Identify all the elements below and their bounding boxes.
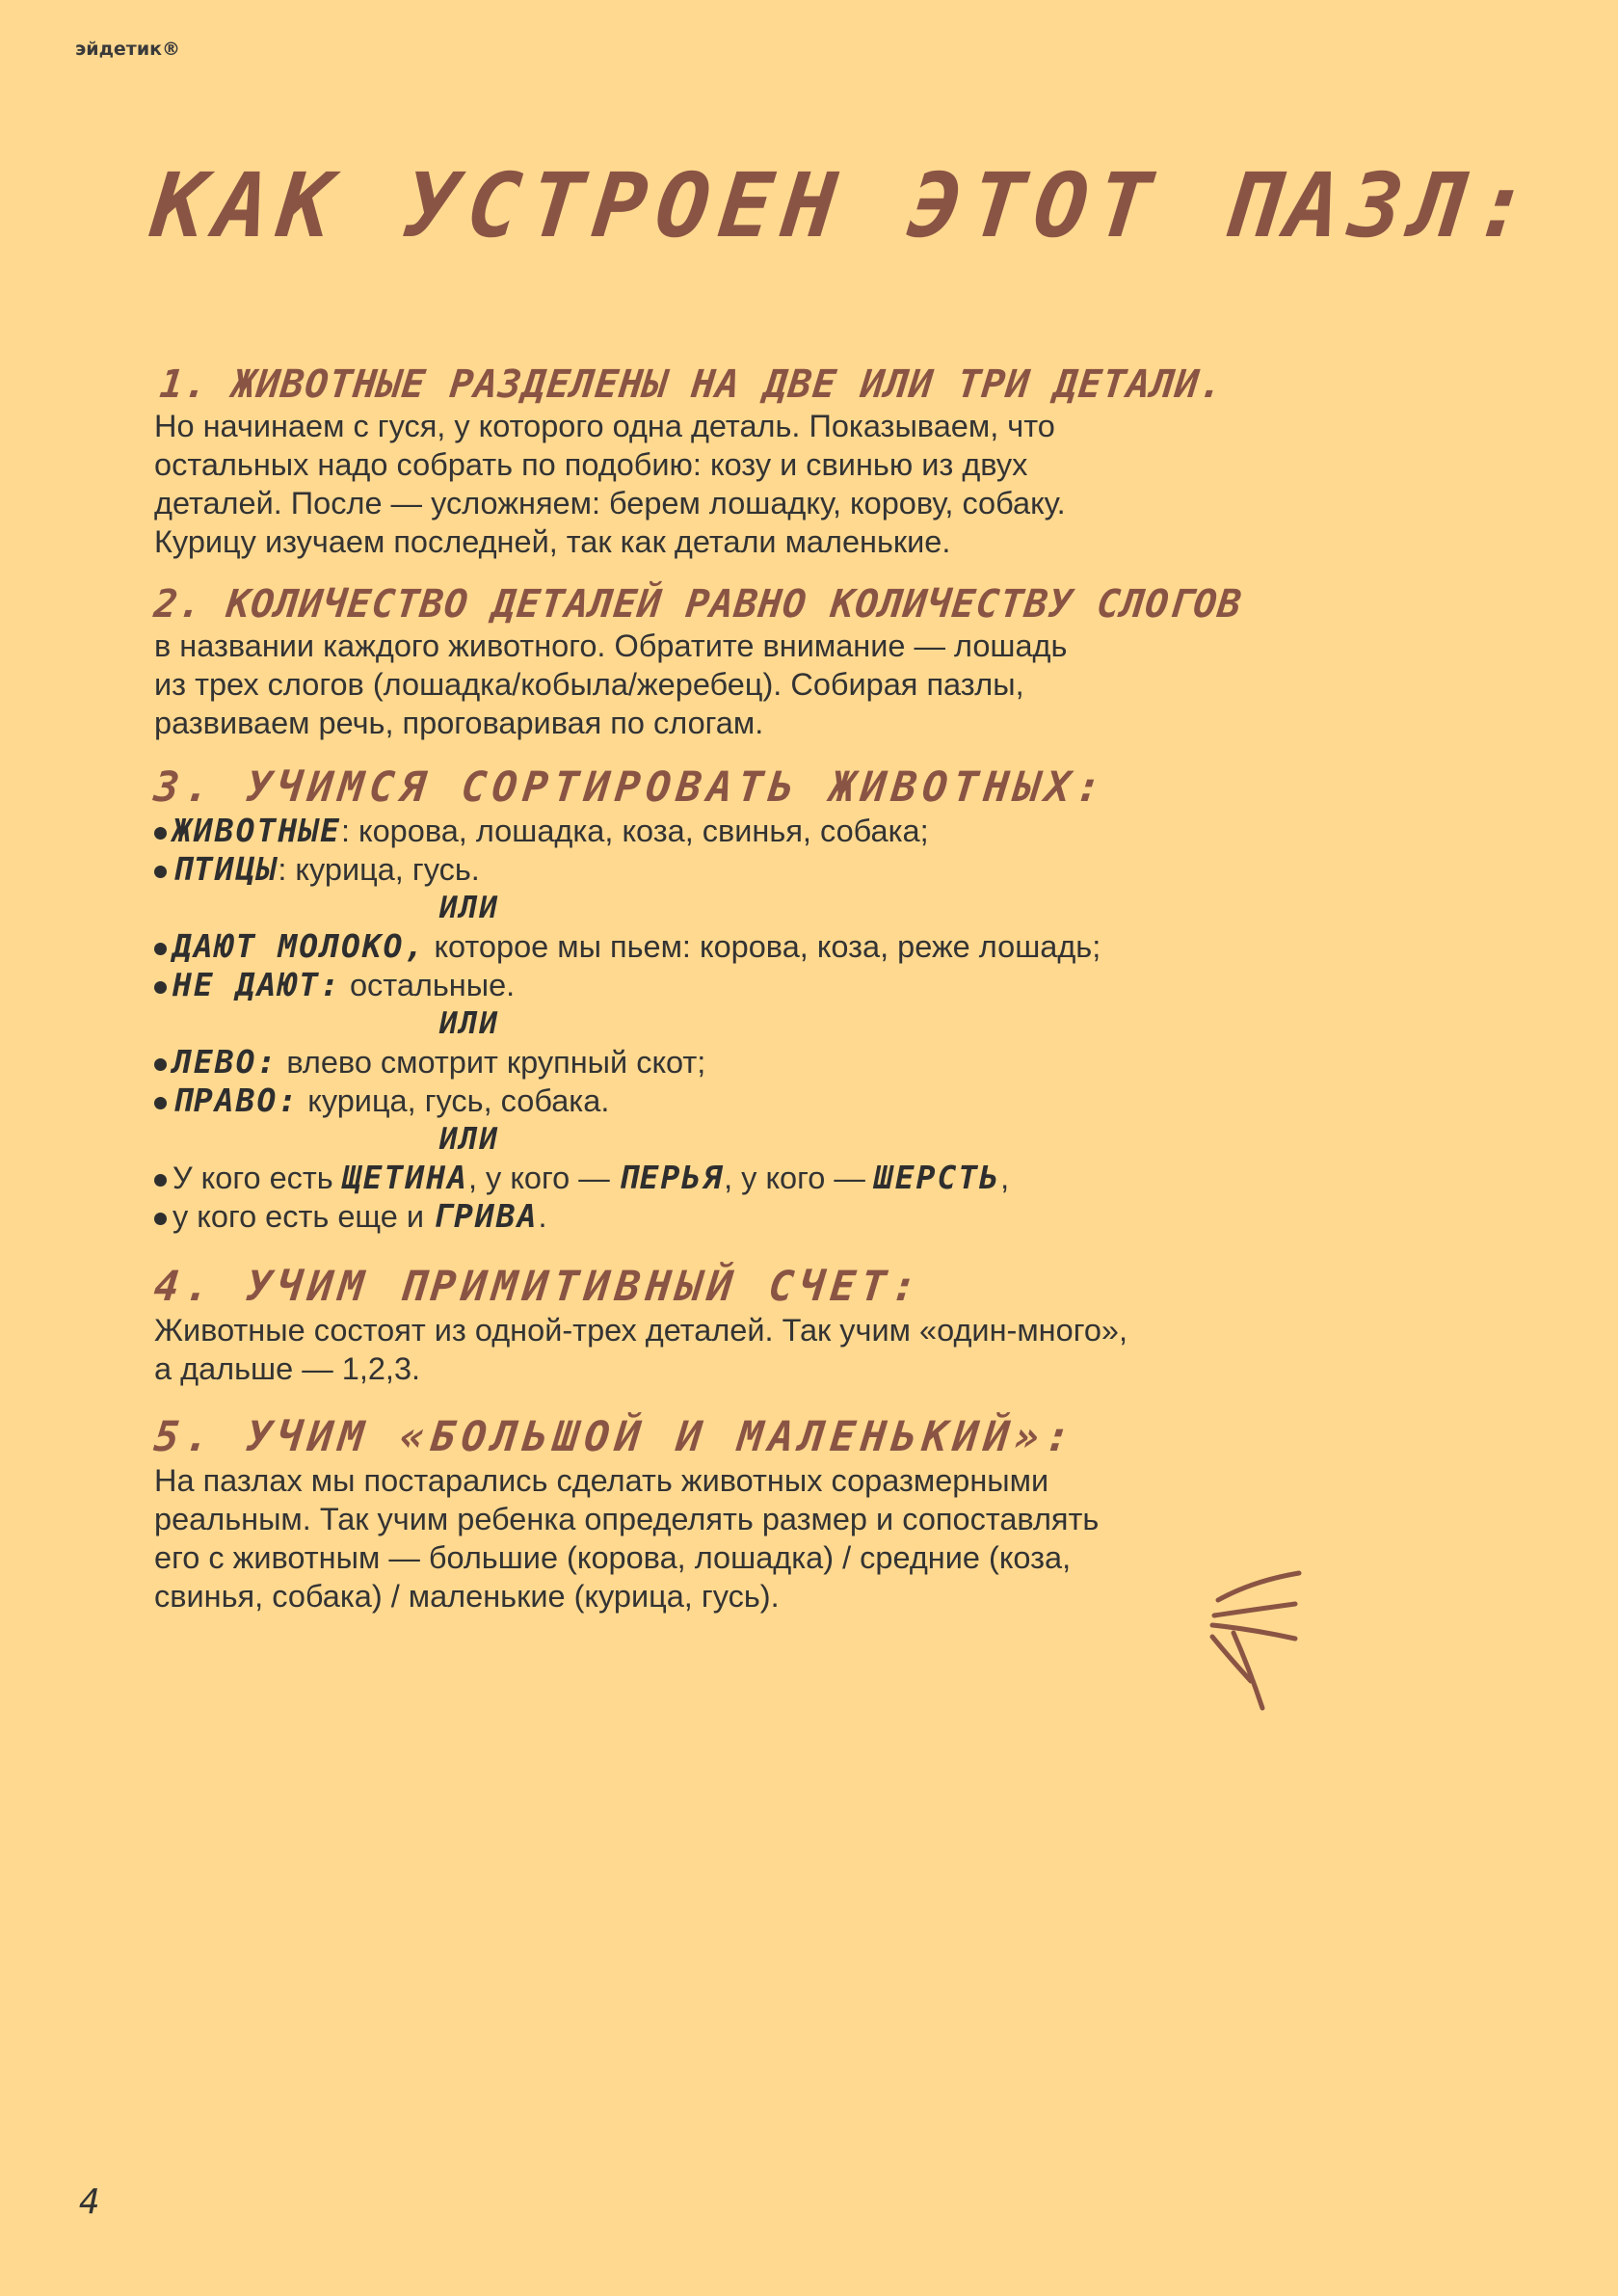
bullet-dot (154, 1174, 167, 1187)
keyword: ПРАВО: (172, 1081, 300, 1119)
or-divider: ИЛИ (439, 1006, 499, 1041)
list-item (154, 1197, 1311, 1236)
item-text: , у кого — (724, 1161, 874, 1195)
section-2-line: в названии каждого животного. Обратите внимание — лошадь (154, 628, 1068, 663)
section-4-line: а дальше — 1,2,3. (154, 1351, 421, 1386)
section-1-text (154, 407, 1311, 561)
section-2-text (154, 627, 1311, 742)
section-2-heading: 2. КОЛИЧЕСТВО ДЕТАЛЕЙ РАВНО КОЛИЧЕСТВУ СЛОГОВ (151, 582, 1245, 627)
section-4-line: Животные состоят из одной-трех деталей. Так учим «один-много», (154, 1313, 1128, 1348)
section-5-line: реальным. Так учим ребенка определять размер и сопоставлять (154, 1502, 1100, 1536)
item-text: которое мы пьем: корова, коза, реже лошадь; (425, 929, 1101, 964)
brand-logo: эйдетик® (75, 39, 181, 60)
bullet-dot (154, 866, 167, 878)
list-item (154, 966, 1311, 1004)
keyword: ПЕРЬЯ (618, 1159, 725, 1196)
list-item (154, 850, 1311, 889)
keyword: ЖИВОТНЫЕ (172, 812, 341, 849)
bullet-dot (154, 1097, 167, 1109)
section-2-line: из трех слогов (лошадка/кобыла/жеребец). Собирая пазлы, (154, 667, 1024, 702)
item-text: , у кого — (467, 1161, 619, 1195)
item-text: остальные. (340, 968, 516, 1002)
list-item (154, 1081, 1311, 1120)
decorative-rays-icon (1195, 1562, 1311, 1725)
or-divider: ИЛИ (439, 1122, 499, 1157)
section-3-heading: 3. УЧИМСЯ СОРТИРОВАТЬ ЖИВОТНЫХ: (151, 763, 1110, 812)
section-4-heading: 4. УЧИМ ПРИМИТИВНЫЙ СЧЕТ: (151, 1263, 925, 1311)
keyword: НЕ ДАЮТ: (172, 966, 341, 1003)
list-item (154, 812, 1311, 850)
bullet-dot (154, 1213, 167, 1225)
item-text: : курица, гусь. (278, 852, 480, 887)
sorting-list (154, 812, 1311, 1236)
or-divider: ИЛИ (439, 891, 499, 925)
item-text: , (1000, 1161, 1010, 1195)
item-text: У кого есть (172, 1161, 342, 1195)
section-1-line: деталей. После — усложняем: берем лошадку, корову, собаку. (154, 486, 1066, 521)
page-title: КАК УСТРОЕН ЭТОТ ПАЗЛ: (146, 154, 1545, 257)
section-1-line: Курицу изучаем последней, так как детали маленькие. (154, 524, 951, 559)
keyword: ЩЕТИНА (341, 1159, 468, 1196)
list-item (154, 1043, 1311, 1081)
keyword: ДАЮТ МОЛОКО, (172, 927, 426, 965)
keyword: ПТИЦЫ (172, 850, 279, 888)
section-1-line: Но начинаем с гуся, у которого одна деталь. Показываем, что (154, 409, 1055, 443)
section-2-line: развиваем речь, проговаривая по слогам. (154, 706, 764, 740)
section-1-heading: 1. ЖИВОТНЫЕ РАЗДЕЛЕНЫ НА ДВЕ ИЛИ ТРИ ДЕТАЛИ. (157, 362, 1227, 407)
section-5-line: его с животным — большие (корова, лошадка) / средние (коза, (154, 1540, 1072, 1575)
item-text: влево смотрит крупный скот; (278, 1045, 706, 1080)
item-text: : корова, лошадка, коза, свинья, собака; (340, 814, 929, 848)
item-text: . (538, 1199, 547, 1234)
keyword: ГРИВА (433, 1197, 539, 1235)
item-text: курица, гусь, собака. (299, 1083, 610, 1118)
section-1-line: остальных надо собрать по подобию: козу и свинью из двух (154, 447, 1028, 482)
keyword: ЛЕВО: (172, 1043, 279, 1081)
bullet-dot (154, 981, 167, 994)
section-5-text (154, 1461, 1311, 1615)
bullet-dot (154, 1058, 167, 1071)
section-5-heading: 5. УЧИМ «БОЛЬШОЙ И МАЛЕНЬКИЙ»: (151, 1413, 1079, 1461)
content (151, 362, 1311, 1615)
section-5-line: свинья, собака) / маленькие (курица, гусь). (154, 1579, 780, 1614)
keyword: ШЕРСТЬ (873, 1159, 1001, 1196)
bullet-dot (154, 827, 167, 840)
list-item (154, 1159, 1311, 1197)
list-item (154, 927, 1311, 966)
section-5-line: На пазлах мы постарались сделать животных соразмерными (154, 1463, 1049, 1498)
page-number: 4 (79, 2182, 100, 2222)
section-4-text (154, 1311, 1311, 1388)
item-text: у кого есть еще и (172, 1199, 434, 1234)
bullet-dot (154, 943, 167, 955)
